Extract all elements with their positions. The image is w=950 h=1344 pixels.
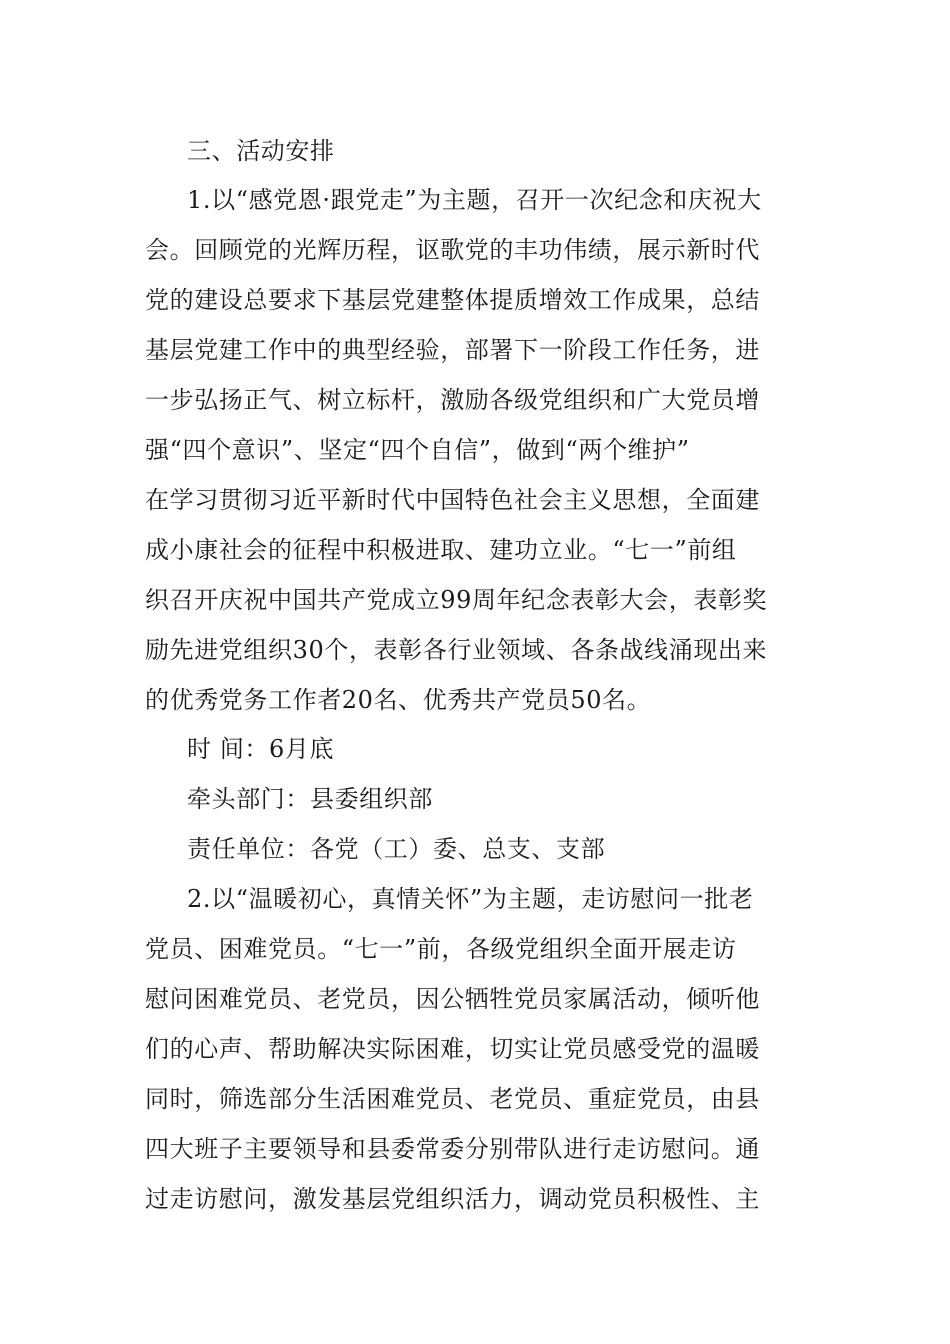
responsible-unit-field: 责任单位：各党（工）委、总支、支部 (187, 835, 606, 863)
section-heading: 三、活动安排 (187, 137, 335, 165)
paragraph-line: 励先进党组织30个，表彰各行业领域、各条战线涌现出来 (145, 636, 768, 664)
paragraph-line: 2.以“温暖初心，真情关怀”为主题，走访慰问一批老 (187, 885, 754, 913)
paragraph-line: 同时，筛选部分生活困难党员、老党员、重症党员，由县 (145, 1085, 760, 1113)
paragraph-line: 在学习贯彻习近平新时代中国特色社会主义思想，全面建 (145, 486, 760, 514)
paragraph-line: 基层党建工作中的典型经验，部署下一阶段工作任务，进 (145, 336, 760, 364)
paragraph-line: 会。回顾党的光辉历程，讴歌党的丰功伟绩，展示新时代 (145, 236, 760, 264)
paragraph-line: 四大班子主要领导和县委常委分别带队进行走访慰问。通 (145, 1135, 760, 1163)
paragraph-line: 们的心声、帮助解决实际困难，切实让党员感受党的温暖 (145, 1035, 760, 1063)
paragraph-line: 慰问困难党员、老党员，因公牺牲党员家属活动，倾听他 (145, 985, 760, 1013)
time-field: 时 间：6月底 (187, 735, 335, 763)
paragraph-line: 一步弘扬正气、树立标杆，激励各级党组织和广大党员增 (145, 386, 760, 414)
paragraph-line: 党员、困难党员。“七一”前，各级党组织全面开展走访 (145, 935, 737, 963)
paragraph-line: 的优秀党务工作者20名、优秀共产党员50名。 (145, 686, 652, 714)
paragraph-line: 织召开庆祝中国共产党成立99周年纪念表彰大会，表彰奖 (145, 586, 768, 614)
paragraph-line: 党的建设总要求下基层党建整体提质增效工作成果，总结 (145, 286, 760, 314)
paragraph-line: 1.以“感党恩·跟党走”为主题，召开一次纪念和庆祝大 (187, 186, 762, 214)
paragraph-line: 强“四个意识”、坚定“四个自信”，做到“两个维护” (145, 436, 690, 464)
paragraph-line: 成小康社会的征程中积极进取、建功立业。“七一”前组 (145, 536, 737, 564)
paragraph-line: 过走访慰问，激发基层党组织活力，调动党员积极性、主 (145, 1185, 760, 1213)
lead-department-field: 牵头部门：县委组织部 (187, 785, 433, 813)
